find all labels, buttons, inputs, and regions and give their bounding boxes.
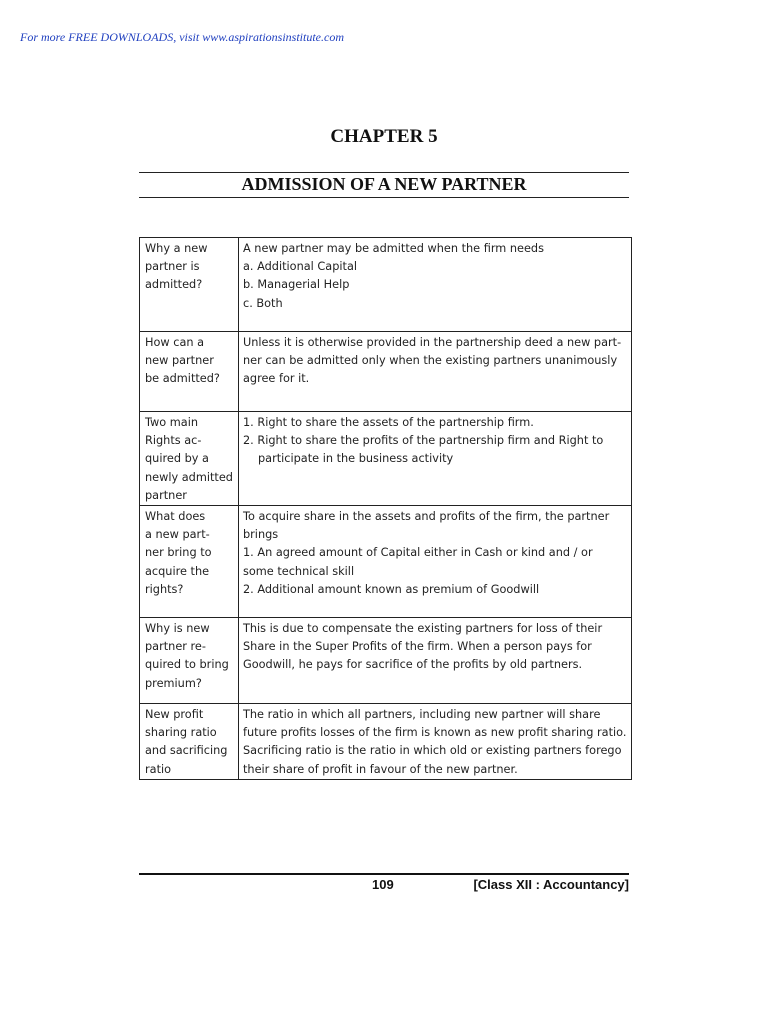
footer-label: [Class XII : Accountancy] — [473, 877, 629, 892]
question-line: be admitted? — [145, 372, 220, 386]
answer-cell — [238, 618, 631, 704]
title-rule-bottom — [139, 197, 629, 198]
chapter-title: ADMISSION OF A NEW PARTNER — [241, 174, 527, 194]
chapter-label: CHAPTER 5 — [330, 126, 438, 147]
answer-line: future profits losses of the firm is known as new profit sharing ratio. — [242, 726, 627, 740]
answer-line: This is due to compensate the existing partners for loss of their — [242, 622, 603, 636]
question-line: Two main — [145, 416, 198, 429]
question-line: partner is — [145, 260, 200, 274]
question-line: quired by a — [145, 452, 209, 466]
question-line: partner re- — [145, 640, 206, 654]
title-rule-top — [139, 172, 629, 173]
answer-line: their share of profit in favour of the new partner. — [242, 762, 518, 776]
question-line: and sacrificing — [145, 744, 228, 758]
question-cell — [140, 238, 239, 332]
question-line: Why is new — [145, 622, 210, 636]
table-row — [140, 238, 632, 332]
answer-cell — [238, 704, 631, 780]
answer-cell — [238, 238, 631, 332]
answer-cell — [238, 332, 631, 412]
table-row — [140, 412, 632, 506]
answer-cell — [238, 506, 631, 618]
answer-line: The ratio in which all partners, including new partner will share — [242, 708, 601, 722]
question-line: ner bring to — [145, 546, 212, 560]
answer-line: Goodwill, he pays for sacrifice of the profits by old partners. — [242, 658, 583, 672]
question-line: Why a new — [145, 242, 208, 255]
qa-table — [139, 237, 632, 780]
question-line: quired to bring — [145, 658, 229, 672]
answer-line: b. Managerial Help — [242, 278, 350, 292]
question-line: Rights ac- — [145, 434, 202, 448]
question-line: New profit — [145, 708, 204, 722]
answer-line: 1. An agreed amount of Capital either in Cash or kind and / or — [242, 546, 593, 560]
answer-line: participate in the business activity — [257, 452, 454, 466]
answer-line: Sacrificing ratio is the ratio in which old or existing partners forego — [242, 744, 622, 758]
answer-line: 2. Right to share the profits of the partnership firm and Right to — [242, 434, 604, 448]
answer-line: A new partner may be admitted when the firm needs — [242, 242, 544, 255]
answer-line: some technical skill — [242, 564, 355, 578]
question-line: sharing ratio — [145, 726, 217, 740]
question-line: ratio — [145, 762, 172, 776]
question-line: What does — [145, 510, 206, 524]
answer-line: agree for it. — [242, 372, 310, 386]
answer-line: c. Both — [242, 296, 283, 310]
question-line: a new part- — [145, 528, 210, 542]
question-cell — [140, 506, 239, 618]
table-row — [140, 704, 632, 780]
question-cell — [140, 704, 239, 780]
question-line: acquire the — [145, 564, 210, 578]
question-cell — [140, 412, 239, 506]
answer-cell — [238, 412, 631, 506]
question-line: partner — [145, 488, 187, 502]
answer-line: 2. Additional amount known as premium of Goodwill — [242, 582, 540, 596]
answer-line: ner can be admitted only when the existing partners unanimously — [242, 354, 618, 368]
answer-line: 1. Right to share the assets of the partnership firm. — [242, 416, 534, 429]
question-cell — [140, 332, 239, 412]
page-number: 109 — [372, 877, 394, 892]
question-line: admitted? — [145, 278, 203, 292]
footer-rule — [139, 873, 629, 875]
answer-line: a. Additional Capital — [242, 260, 358, 274]
question-line: new partner — [145, 354, 214, 368]
answer-line: Share in the Super Profits of the firm. When a person pays for — [242, 640, 592, 654]
table-row — [140, 332, 632, 412]
question-cell — [140, 618, 239, 704]
question-line: premium? — [145, 676, 202, 690]
table-row — [140, 506, 632, 618]
answer-line: brings — [242, 528, 279, 542]
question-line: rights? — [145, 582, 184, 596]
download-link[interactable]: For more FREE DOWNLOADS, visit www.aspirationsinstitute.com — [20, 30, 344, 44]
answer-line: To acquire share in the assets and profits of the firm, the partner — [242, 510, 610, 524]
question-line: How can a — [145, 336, 205, 349]
answer-line: Unless it is otherwise provided in the partnership deed a new part- — [242, 336, 622, 349]
table-row — [140, 618, 632, 704]
question-line: newly admitted — [145, 470, 233, 484]
